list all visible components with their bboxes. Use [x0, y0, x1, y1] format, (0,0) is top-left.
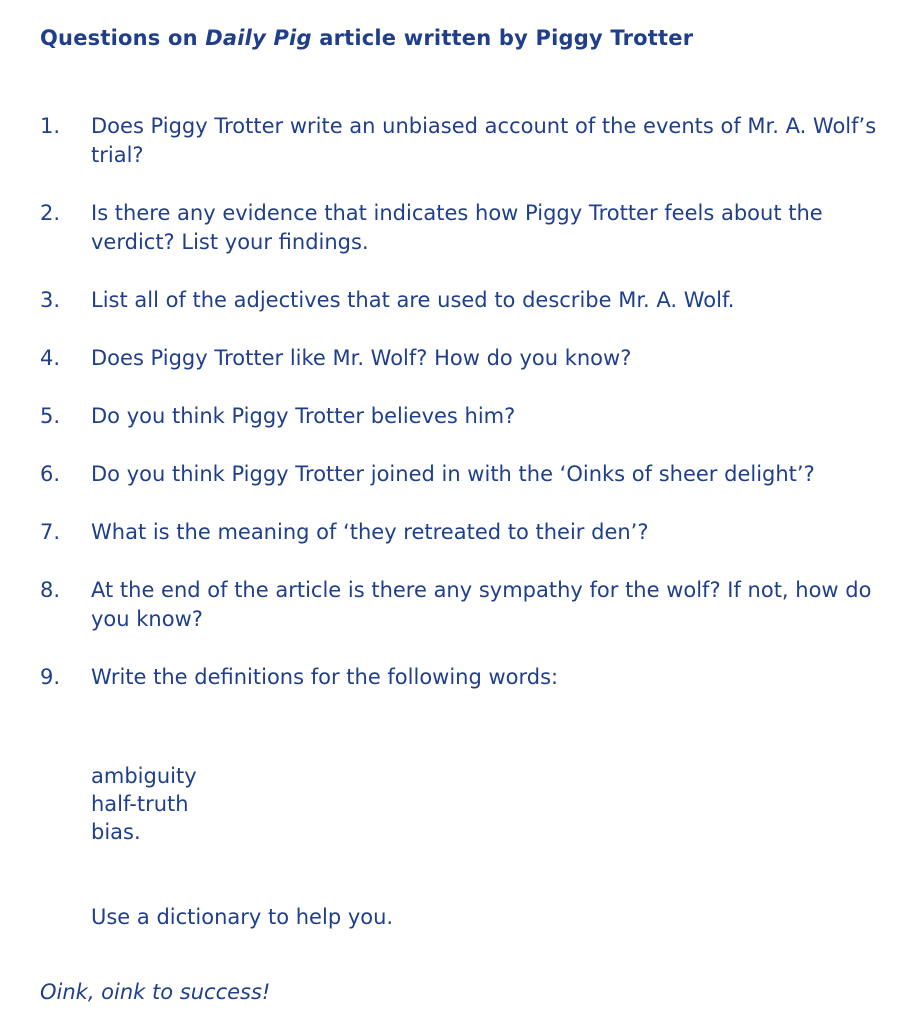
- question-text: Write the definitions for the following words:: [91, 665, 559, 689]
- question-number: 7.: [40, 520, 61, 544]
- question-number: 2.: [40, 201, 61, 225]
- question-item: [40, 112, 880, 170]
- question-item: [40, 576, 880, 634]
- title-publication-name: Daily Pig: [205, 26, 312, 50]
- question-list: [40, 112, 880, 721]
- question-text: Is there any evidence that indicates how Piggy Trotter feels about the verdict? List your findings.: [91, 201, 823, 254]
- vocabulary-word: half-truth: [91, 792, 189, 816]
- question-number: 8.: [40, 578, 61, 602]
- question-number: 9.: [40, 665, 61, 689]
- vocabulary-word-list: [91, 762, 197, 846]
- question-number: 3.: [40, 288, 61, 312]
- question-text: Do you think Piggy Trotter believes him?: [91, 404, 516, 428]
- question-number: 1.: [40, 114, 61, 138]
- question-item: [40, 199, 880, 257]
- signoff-text: Oink, oink to success!: [40, 980, 271, 1004]
- question-number: 6.: [40, 462, 61, 486]
- question-number: 4.: [40, 346, 61, 370]
- question-item: [40, 460, 880, 489]
- question-text: List all of the adjectives that are used to describe Mr. A. Wolf.: [91, 288, 735, 312]
- question-item: [40, 663, 880, 692]
- vocabulary-word: bias.: [91, 820, 141, 844]
- title-suffix: article written by Piggy Trotter: [311, 26, 694, 50]
- dictionary-hint: Use a dictionary to help you.: [91, 905, 394, 929]
- question-item: [40, 286, 880, 315]
- question-text: Do you think Piggy Trotter joined in with the ‘Oinks of sheer delight’?: [91, 462, 815, 486]
- question-text: Does Piggy Trotter like Mr. Wolf? How do you know?: [91, 346, 632, 370]
- question-item: [40, 402, 880, 431]
- question-text: What is the meaning of ‘they retreated to their den’?: [91, 520, 649, 544]
- question-text: At the end of the article is there any sympathy for the wolf? If not, how do you know?: [91, 578, 872, 631]
- question-number: 5.: [40, 404, 61, 428]
- question-item: [40, 518, 880, 547]
- vocabulary-word: ambiguity: [91, 764, 197, 788]
- question-text: Does Piggy Trotter write an unbiased account of the events of Mr. A. Wolf’s trial?: [91, 114, 877, 167]
- title-prefix: Questions on: [40, 26, 206, 50]
- page-title: [40, 26, 693, 50]
- question-item: [40, 344, 880, 373]
